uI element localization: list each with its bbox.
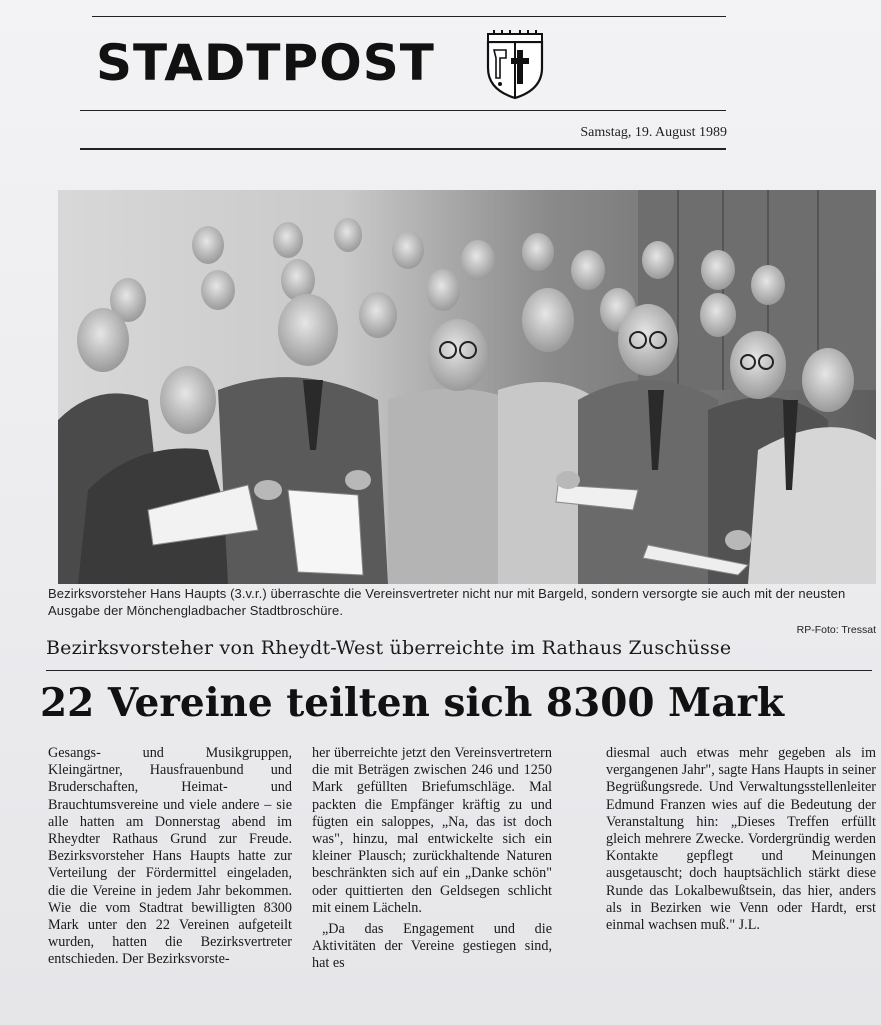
article-column-1 bbox=[48, 745, 292, 969]
article-paragraph: „Da das Engagement und die Aktivitäten der Vereine gestiegen sind, hat es bbox=[312, 921, 552, 972]
article-kicker: Bezirksvorsteher von Rheydt-West überreichte im Rathaus Zuschüsse bbox=[46, 637, 732, 659]
city-crest-icon bbox=[484, 28, 546, 100]
date-rule bbox=[80, 148, 726, 150]
kicker-rule bbox=[46, 670, 872, 671]
article-paragraph: her überreichte jetzt den Vereinsvertretern die mit Beträgen zwischen 246 und 1250 Mark gefüllten Briefumschläge. Mal packten die Empfänger kräftig zu und fügten ein saloppes, „Na, das ist doch was", hinzu, mal entwickelte sich ein kleiner Plausch; zurückhaltende Naturen beschränkten sich auf ein „Danke schön" oder quittierten den Geldsegen schlicht mit einem Lächeln. bbox=[312, 745, 552, 916]
article-column-3 bbox=[606, 745, 876, 934]
masthead-title: STADTPOST bbox=[96, 34, 435, 92]
photo-credit: RP-Foto: Tressat bbox=[796, 624, 876, 636]
issue-date: Samstag, 19. August 1989 bbox=[580, 125, 727, 140]
news-photo bbox=[58, 190, 876, 584]
article-paragraph: diesmal auch etwas mehr gegeben als im vergangenen Jahr", sagte Hans Haupts in seiner Begrüßungsrede. Und Verwaltungsstellenleiter Edmund Franzen wies auf die Bedeutung der Veranstaltung hin: „Dieses Treffen erfüllt gleich mehrere Zwecke. Vordergründig werden Kontakte gepflegt und Meinungen ausgetauscht; doch hauptsächlich stärkt diese Runde das Lokalbewußtsein, das hier, anders als in Bezirken wie Venn oder Hardt, erst einmal wachsen muß." J.L. bbox=[606, 745, 876, 934]
article-headline: 22 Vereine teilten sich 8300 Mark bbox=[40, 680, 785, 726]
masthead-bottom-rule bbox=[80, 110, 726, 111]
article-column-2 bbox=[312, 745, 552, 973]
group-photo-image bbox=[58, 190, 876, 584]
photo-caption: Bezirksvorsteher Hans Haupts (3.v.r.) überraschte die Vereinsvertreter nicht nur mit Bargeld, sondern versorgte sie auch mit der neusten Ausgabe der Mönchengladbacher Stadtbroschüre. bbox=[48, 586, 846, 618]
article-paragraph: Gesangs- und Musikgruppen, Kleingärtner, Hausfrauenbund und Bruderschaften, Heimat- und Brauchtumsvereine und viele andere – sie alle hatten am Donnerstag abend im Rheydter Rathaus Grund zur Freude. Bezirksvorsteher Hans Haupts hatte zur Verteilung der Fördermittel eingeladen, die die Vereine in jedem Jahr bekommen. Wie die vom Stadtrat bewilligten 8300 Mark unter den 22 Vereinen aufgeteilt wurden, hatten die Bezirksvertreter entschieden. Der Bezirksvorste- bbox=[48, 745, 292, 968]
masthead-top-rule bbox=[92, 16, 726, 17]
